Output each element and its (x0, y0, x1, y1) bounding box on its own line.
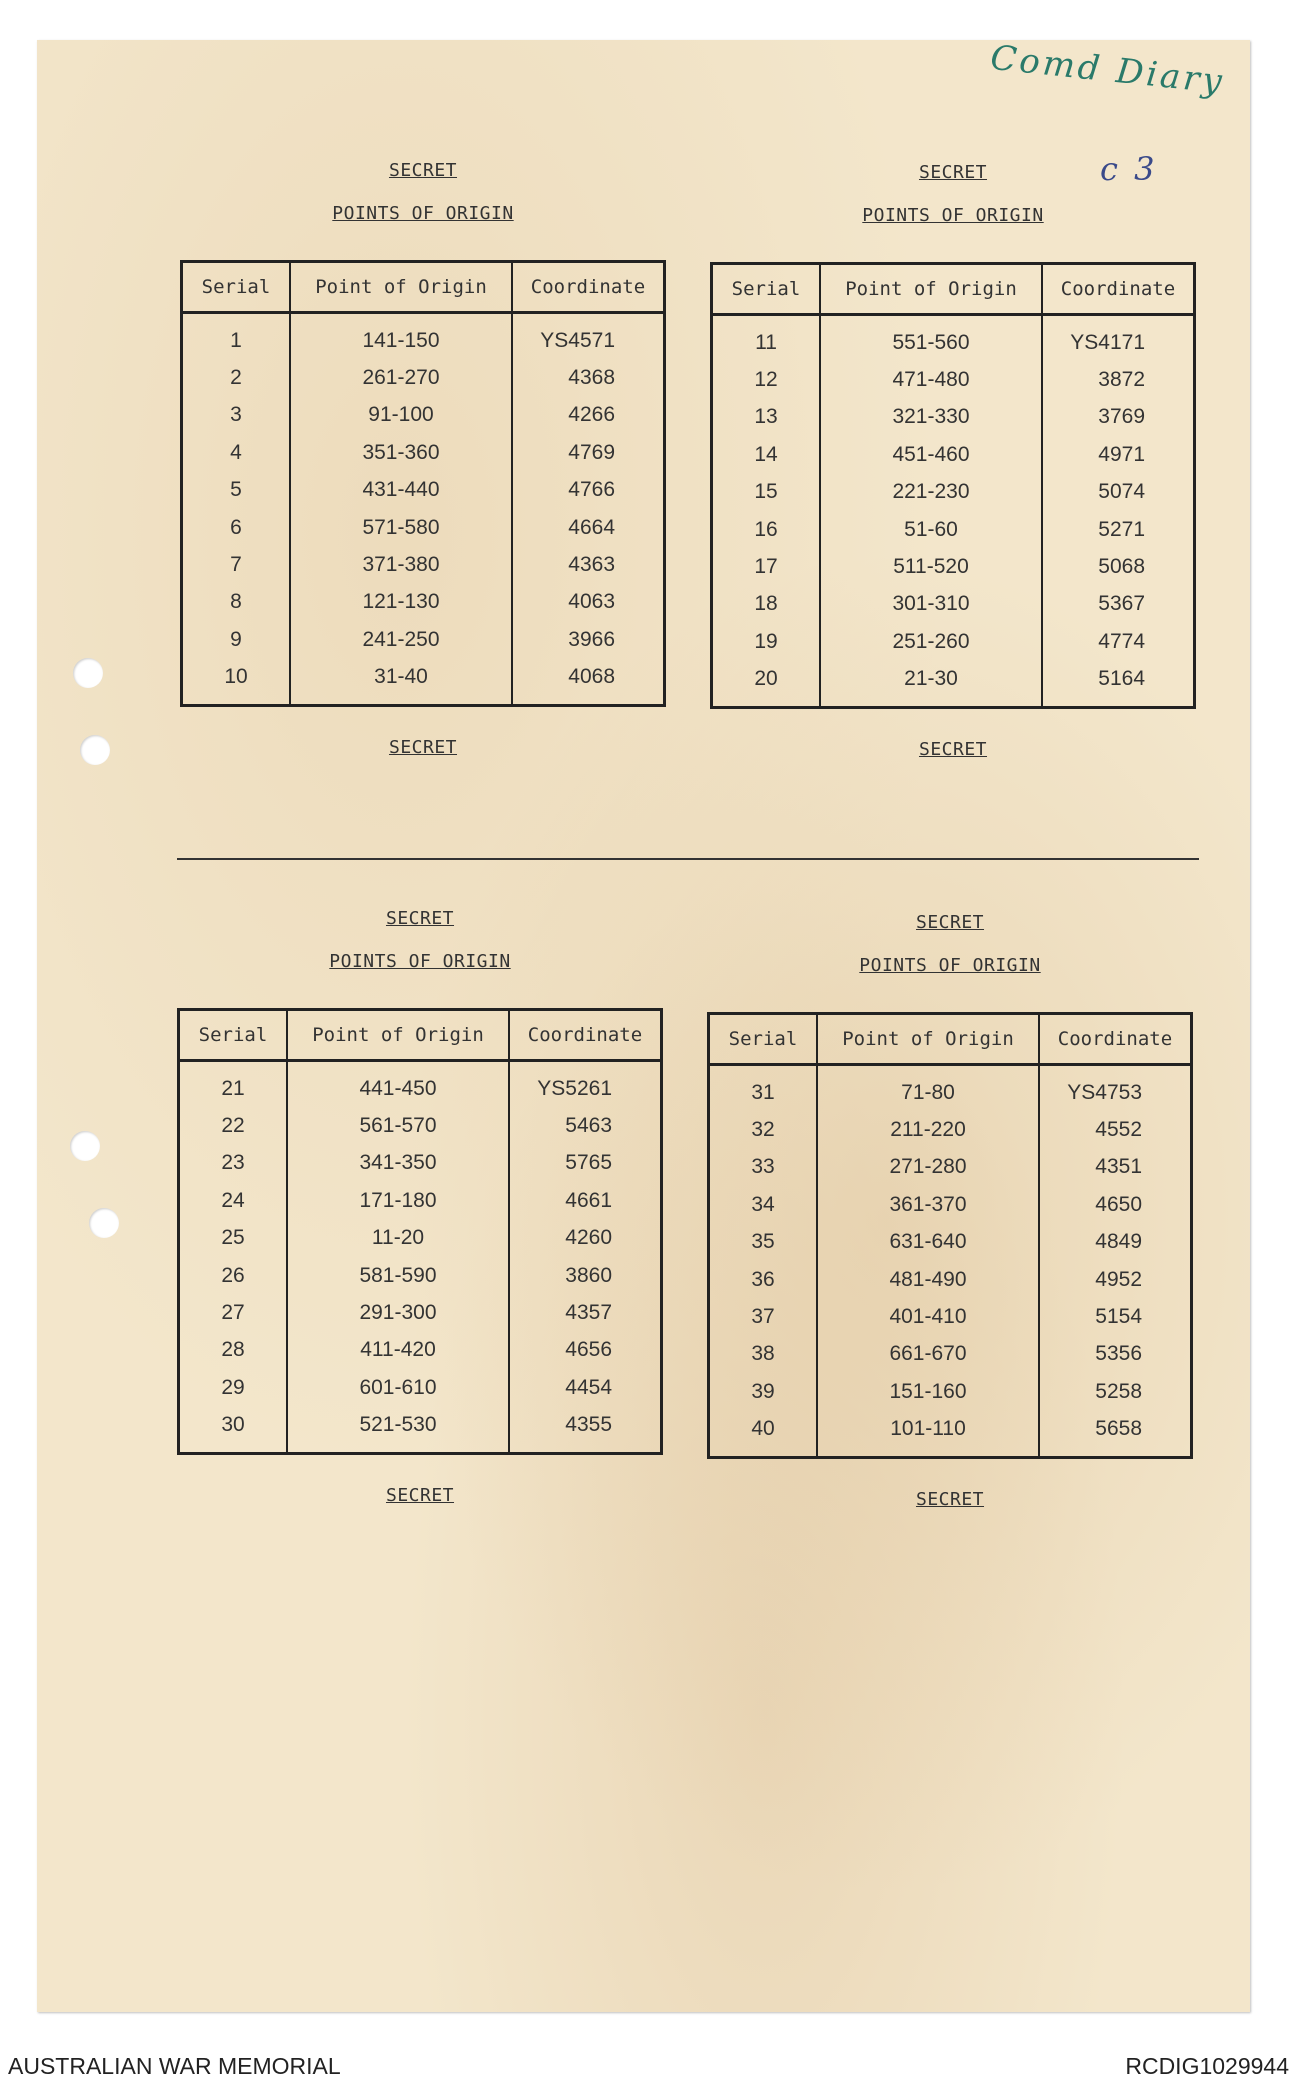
origin-cell: 271-280 (817, 1149, 1039, 1186)
secret-stamp: SECRET (388, 736, 458, 758)
column-header: Coordinate (1042, 264, 1195, 315)
serial-cell: 27 (179, 1294, 288, 1331)
origin-cell: 581-590 (287, 1257, 509, 1294)
origin-cell: 471-480 (820, 361, 1042, 398)
table-row (179, 1407, 662, 1454)
table-row (712, 586, 1195, 623)
serial-cell: 28 (179, 1332, 288, 1369)
table-row (709, 1224, 1192, 1261)
origin-cell: 351-360 (290, 434, 512, 471)
origin-cell: 91-100 (290, 397, 512, 434)
table-row (182, 472, 665, 509)
coordinate-cell: 4766 (568, 478, 615, 502)
table-block-2 (710, 162, 1196, 760)
origin-cell: 451-460 (820, 436, 1042, 473)
origin-cell: 561-570 (287, 1107, 509, 1144)
serial-cell: 30 (179, 1407, 288, 1454)
table-row (709, 1261, 1192, 1298)
coordinate-cell: 5164 (1098, 667, 1145, 691)
origin-cell: 431-440 (290, 472, 512, 509)
table-header-row (712, 264, 1195, 315)
coordinate-cell: 3872 (1098, 368, 1145, 392)
serial-cell: 3 (182, 397, 291, 434)
serial-cell: 23 (179, 1145, 288, 1182)
table-header-row (182, 262, 665, 313)
secret-stamp: SECRET (388, 160, 458, 181)
points-of-origin-table (710, 262, 1196, 709)
serial-cell: 29 (179, 1369, 288, 1406)
table-row (182, 621, 665, 658)
table-row (182, 509, 665, 546)
footer-record-id: RCDIG1029944 (1125, 2053, 1289, 2079)
serial-cell: 16 (712, 511, 821, 548)
origin-cell: 661-670 (817, 1336, 1039, 1373)
origin-cell: 321-330 (820, 399, 1042, 436)
origin-cell: 601-610 (287, 1369, 509, 1406)
table-row (712, 399, 1195, 436)
origin-cell: 221-230 (820, 474, 1042, 511)
coordinate-cell: 4266 (568, 403, 615, 427)
serial-cell: 19 (712, 623, 821, 660)
serial-cell: 7 (182, 546, 291, 583)
origin-cell: 511-520 (820, 548, 1042, 585)
column-header: Coordinate (512, 262, 665, 313)
origin-cell: 411-420 (287, 1332, 509, 1369)
origin-cell: 241-250 (290, 621, 512, 658)
coordinate-cell: 5068 (1098, 555, 1145, 579)
table-block-1 (180, 160, 666, 758)
table-row (712, 436, 1195, 473)
origin-cell: 151-160 (817, 1373, 1039, 1410)
coordinate-cell: 4552 (1095, 1118, 1142, 1142)
serial-cell: 21 (179, 1061, 288, 1108)
handwritten-page-ref: c 3 (1100, 150, 1158, 188)
table-row (182, 659, 665, 706)
coordinate-cell: 5765 (565, 1151, 612, 1175)
serial-cell: 5 (182, 472, 291, 509)
secret-stamp: SECRET (918, 738, 988, 760)
table-row (712, 548, 1195, 585)
coordinate-cell: 5074 (1098, 480, 1145, 504)
punch-hole (70, 1131, 100, 1161)
points-of-origin-table (180, 260, 666, 707)
origin-cell: 71-80 (817, 1065, 1039, 1112)
serial-cell: 35 (709, 1224, 818, 1261)
origin-cell: 251-260 (820, 623, 1042, 660)
column-header: Point of Origin (817, 1014, 1039, 1065)
origin-cell: 171-180 (287, 1182, 509, 1219)
serial-cell: 34 (709, 1186, 818, 1223)
table-row (179, 1332, 662, 1369)
table-row (712, 623, 1195, 660)
origin-cell: 551-560 (820, 315, 1042, 362)
handwritten-diary-note: Comd Diary (988, 37, 1227, 103)
serial-cell: 33 (709, 1149, 818, 1186)
origin-cell: 631-640 (817, 1224, 1039, 1261)
coordinate-cell: 4650 (1095, 1192, 1142, 1216)
serial-cell: 8 (182, 584, 291, 621)
origin-cell: 291-300 (287, 1294, 509, 1331)
table-row (712, 511, 1195, 548)
table-row (709, 1336, 1192, 1373)
table-row (182, 397, 665, 434)
table-row (179, 1294, 662, 1331)
column-header: Point of Origin (287, 1010, 509, 1061)
origin-cell: 571-580 (290, 509, 512, 546)
origin-cell: 211-220 (817, 1111, 1039, 1148)
table-header-row (179, 1010, 662, 1061)
serial-cell: 37 (709, 1298, 818, 1335)
origin-cell: 371-380 (290, 546, 512, 583)
origin-cell: 341-350 (287, 1145, 509, 1182)
coordinate-cell: 4260 (565, 1226, 612, 1250)
serial-cell: 31 (709, 1065, 818, 1112)
table-row (712, 661, 1195, 708)
table-header-row (709, 1014, 1192, 1065)
column-header: Serial (179, 1010, 288, 1061)
table-row (709, 1065, 1192, 1112)
serial-cell: 2 (182, 359, 291, 396)
table-block-3 (177, 908, 663, 1506)
table-row (179, 1182, 662, 1219)
origin-cell: 301-310 (820, 586, 1042, 623)
serial-cell: 6 (182, 509, 291, 546)
serial-cell: 38 (709, 1336, 818, 1373)
column-header: Coordinate (509, 1010, 662, 1061)
column-header: Point of Origin (290, 262, 512, 313)
table-row (182, 313, 665, 360)
table-heading: POINTS OF ORIGIN (859, 955, 1041, 976)
table-block-4 (707, 912, 1193, 1510)
coordinate-cell: 4849 (1095, 1230, 1142, 1254)
origin-cell: 481-490 (817, 1261, 1039, 1298)
origin-cell: 121-130 (290, 584, 512, 621)
secret-stamp: SECRET (918, 162, 988, 183)
serial-cell: 39 (709, 1373, 818, 1410)
serial-cell: 26 (179, 1257, 288, 1294)
coordinate-cell: 5154 (1095, 1305, 1142, 1329)
coordinate-cell: 4661 (565, 1188, 612, 1212)
origin-cell: 141-150 (290, 313, 512, 360)
coordinate-cell: 4063 (568, 590, 615, 614)
coordinate-cell: 3966 (568, 627, 615, 651)
column-header: Serial (182, 262, 291, 313)
coordinate-cell: 4363 (568, 553, 615, 577)
table-row (182, 584, 665, 621)
coordinate-cell: 4351 (1095, 1155, 1142, 1179)
table-heading: POINTS OF ORIGIN (332, 203, 514, 224)
origin-cell: 261-270 (290, 359, 512, 396)
table-row (709, 1298, 1192, 1335)
serial-cell: 17 (712, 548, 821, 585)
serial-cell: 11 (712, 315, 821, 362)
origin-cell: 361-370 (817, 1186, 1039, 1223)
footer-institution: AUSTRALIAN WAR MEMORIAL (8, 2053, 341, 2079)
table-heading: POINTS OF ORIGIN (862, 205, 1044, 226)
table-row (709, 1411, 1192, 1458)
coordinate-cell: 5271 (1098, 517, 1145, 541)
table-row (179, 1220, 662, 1257)
points-of-origin-table (707, 1012, 1193, 1459)
table-row (712, 315, 1195, 362)
table-row (709, 1186, 1192, 1223)
coordinate-cell: YS4171 (1070, 330, 1145, 354)
serial-cell: 13 (712, 399, 821, 436)
table-row (179, 1257, 662, 1294)
serial-cell: 4 (182, 434, 291, 471)
serial-cell: 20 (712, 661, 821, 708)
coordinate-cell: 5258 (1095, 1379, 1142, 1403)
coordinate-cell: 4952 (1095, 1267, 1142, 1291)
origin-cell: 11-20 (287, 1220, 509, 1257)
coordinate-cell: 5367 (1098, 592, 1145, 616)
punch-hole (73, 658, 103, 688)
coordinate-cell: 4368 (568, 366, 615, 390)
punch-hole (89, 1208, 119, 1238)
coordinate-cell: YS5261 (537, 1076, 612, 1100)
table-row (182, 546, 665, 583)
coordinate-cell: 4357 (565, 1301, 612, 1325)
table-row (709, 1149, 1192, 1186)
serial-cell: 24 (179, 1182, 288, 1219)
coordinate-cell: 4355 (565, 1413, 612, 1437)
origin-cell: 51-60 (820, 511, 1042, 548)
coordinate-cell: 3769 (1098, 405, 1145, 429)
table-row (179, 1369, 662, 1406)
serial-cell: 18 (712, 586, 821, 623)
coordinate-cell: 4656 (565, 1338, 612, 1362)
secret-stamp: SECRET (915, 1488, 985, 1510)
coordinate-cell: 5658 (1095, 1417, 1142, 1441)
table-row (179, 1145, 662, 1182)
column-header: Point of Origin (820, 264, 1042, 315)
coordinate-cell: 4068 (568, 665, 615, 689)
section-divider (177, 858, 1199, 860)
coordinate-cell: 4454 (565, 1375, 612, 1399)
origin-cell: 101-110 (817, 1411, 1039, 1458)
column-header: Serial (709, 1014, 818, 1065)
serial-cell: 14 (712, 436, 821, 473)
serial-cell: 15 (712, 474, 821, 511)
origin-cell: 401-410 (817, 1298, 1039, 1335)
serial-cell: 32 (709, 1111, 818, 1148)
secret-stamp: SECRET (385, 908, 455, 929)
origin-cell: 521-530 (287, 1407, 509, 1454)
coordinate-cell: 3860 (565, 1263, 612, 1287)
table-row (182, 359, 665, 396)
serial-cell: 40 (709, 1411, 818, 1458)
table-row (712, 474, 1195, 511)
serial-cell: 9 (182, 621, 291, 658)
punch-hole (80, 735, 110, 765)
secret-stamp: SECRET (915, 912, 985, 933)
coordinate-cell: 4774 (1098, 629, 1145, 653)
serial-cell: 12 (712, 361, 821, 398)
table-row (182, 434, 665, 471)
serial-cell: 36 (709, 1261, 818, 1298)
serial-cell: 22 (179, 1107, 288, 1144)
serial-cell: 1 (182, 313, 291, 360)
serial-cell: 25 (179, 1220, 288, 1257)
column-header: Serial (712, 264, 821, 315)
coordinate-cell: 5463 (565, 1114, 612, 1138)
secret-stamp: SECRET (385, 1484, 455, 1506)
serial-cell: 10 (182, 659, 291, 706)
table-row (179, 1107, 662, 1144)
table-row (712, 361, 1195, 398)
table-row (709, 1111, 1192, 1148)
coordinate-cell: YS4571 (540, 328, 615, 352)
coordinate-cell: 4769 (568, 440, 615, 464)
table-row (709, 1373, 1192, 1410)
coordinate-cell: 5356 (1095, 1342, 1142, 1366)
column-header: Coordinate (1039, 1014, 1192, 1065)
coordinate-cell: 4664 (568, 515, 615, 539)
coordinate-cell: 4971 (1098, 442, 1145, 466)
coordinate-cell: YS4753 (1067, 1080, 1142, 1104)
table-heading: POINTS OF ORIGIN (329, 951, 511, 972)
points-of-origin-table (177, 1008, 663, 1455)
origin-cell: 31-40 (290, 659, 512, 706)
table-row (179, 1061, 662, 1108)
origin-cell: 21-30 (820, 661, 1042, 708)
origin-cell: 441-450 (287, 1061, 509, 1108)
